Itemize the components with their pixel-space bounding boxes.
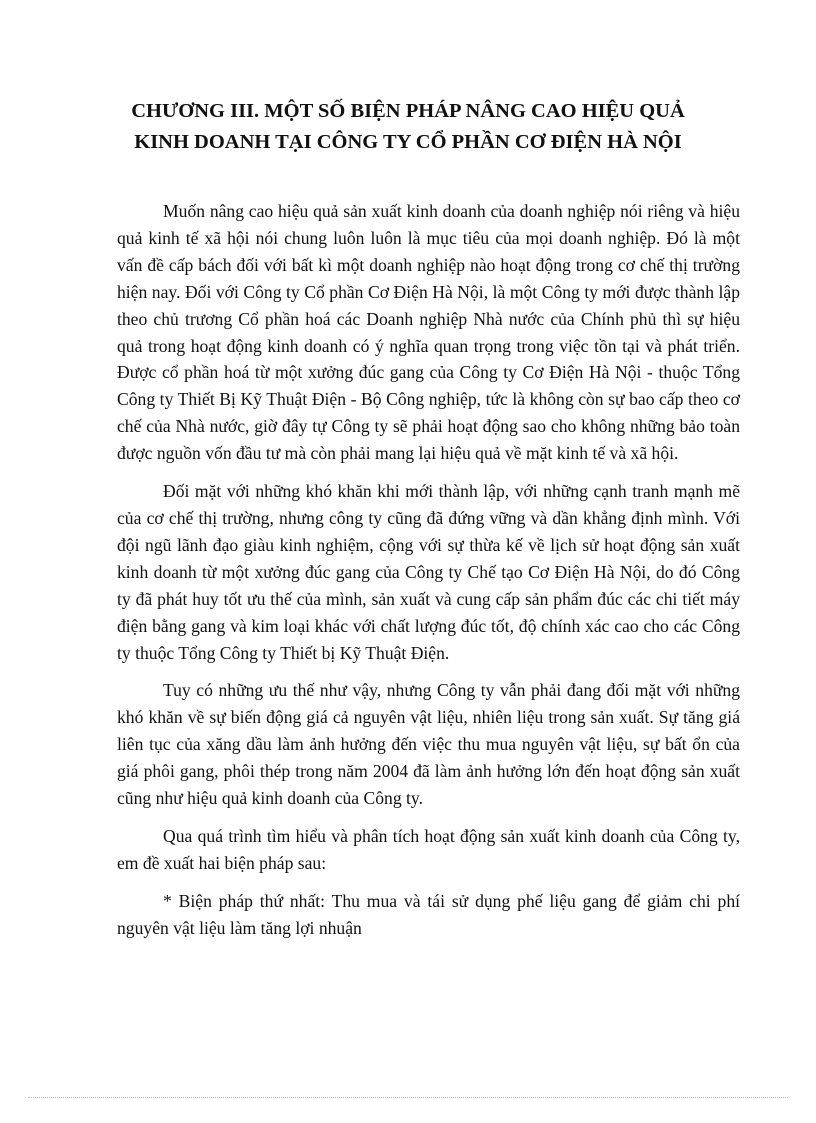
page-bottom-divider bbox=[28, 1097, 788, 1098]
paragraph-difficulties: Tuy có những ưu thế như vậy, nhưng Công ty vẫn phải đang đối mặt với những khó khăn về sự biến động giá cả nguyên vật liệu, nhiên liệu trong sản xuất. Sự tăng giá liên tục của xăng dầu làm ảnh hưởng đến việc thu mua nguyên vật liệu, sự bất ổn của giá phôi gang, phôi thép trong năm 2004 đã làm ảnh hưởng lớn đến hoạt động sản xuất cũng như hiệu quả kinh doanh của Công ty. bbox=[117, 680, 740, 809]
paragraph-challenges: Đối mặt với những khó khăn khi mới thành lập, với những cạnh tranh mạnh mẽ của cơ chế thị trường, nhưng công ty cũng đã đứng vững và dần khẳng định mình. Với đội ngũ lãnh đạo giàu kinh nghiệm, cộng với sự thừa kế về lịch sử hoạt động sản xuất kinh doanh từ một xưởng đúc gang của Công ty Chế tạo Cơ Điện Hà Nội, do đó Công ty đã phát huy tốt ưu thế của mình, sản xuất và cung cấp sản phẩm đúc các chi tiết máy điện bằng gang và kim loại khác với chất lượng đúc tốt, độ chính xác cao cho các Công ty thuộc Tổng Công ty Thiết bị Kỹ Thuật Điện. bbox=[117, 481, 740, 663]
body-text bbox=[117, 198, 740, 953]
chapter-title-line-1: CHƯƠNG III. MỘT SỐ BIỆN PHÁP NÂNG CAO HIỆU QUẢ bbox=[131, 100, 685, 122]
paragraph-proposal: Qua quá trình tìm hiểu và phân tích hoạt động sản xuất kinh doanh của Công ty, em đề xuất hai biện pháp sau: bbox=[117, 825, 740, 873]
paragraph-measure-one: * Biện pháp thứ nhất: Thu mua và tái sử dụng phế liệu gang để giảm chi phí nguyên vật liệu làm tăng lợi nhuận bbox=[117, 890, 740, 938]
paragraph-intro: Muốn nâng cao hiệu quả sản xuất kinh doanh của doanh nghiệp nói riêng và hiệu quả kinh tế xã hội nói chung luôn luôn là mục tiêu của mọi doanh nghiệp. Đó là một vấn đề cấp bách đối với bất kì một doanh nghiệp nào hoạt động trong cơ chế thị trường hiện nay. Đối với Công ty Cổ phần Cơ Điện Hà Nội, là một Công ty mới được thành lập theo chủ trương Cổ phần hoá các Doanh nghiệp Nhà nước của Chính phủ thì sự hiệu quả trong hoạt động kinh doanh có ý nghĩa quan trọng trong việc tồn tại và phát triển. Được cổ phần hoá từ một xưởng đúc gang của Công ty Cơ Điện Hà Nội - thuộc Tổng Công ty Thiết Bị Kỹ Thuật Điện - Bộ Công nghiệp, tức là không còn sự bao cấp theo cơ chế của Nhà nước, giờ đây tự Công ty sẽ phải hoạt động sao cho không những bảo toàn được nguồn vốn đầu tư mà còn phải mang lại hiệu quả về mặt kinh tế và xã hội. bbox=[117, 201, 740, 464]
chapter-title bbox=[100, 96, 716, 158]
chapter-title-line-2: KINH DOANH TẠI CÔNG TY CỔ PHẦN CƠ ĐIỆN HÀ NỘI bbox=[134, 131, 682, 153]
